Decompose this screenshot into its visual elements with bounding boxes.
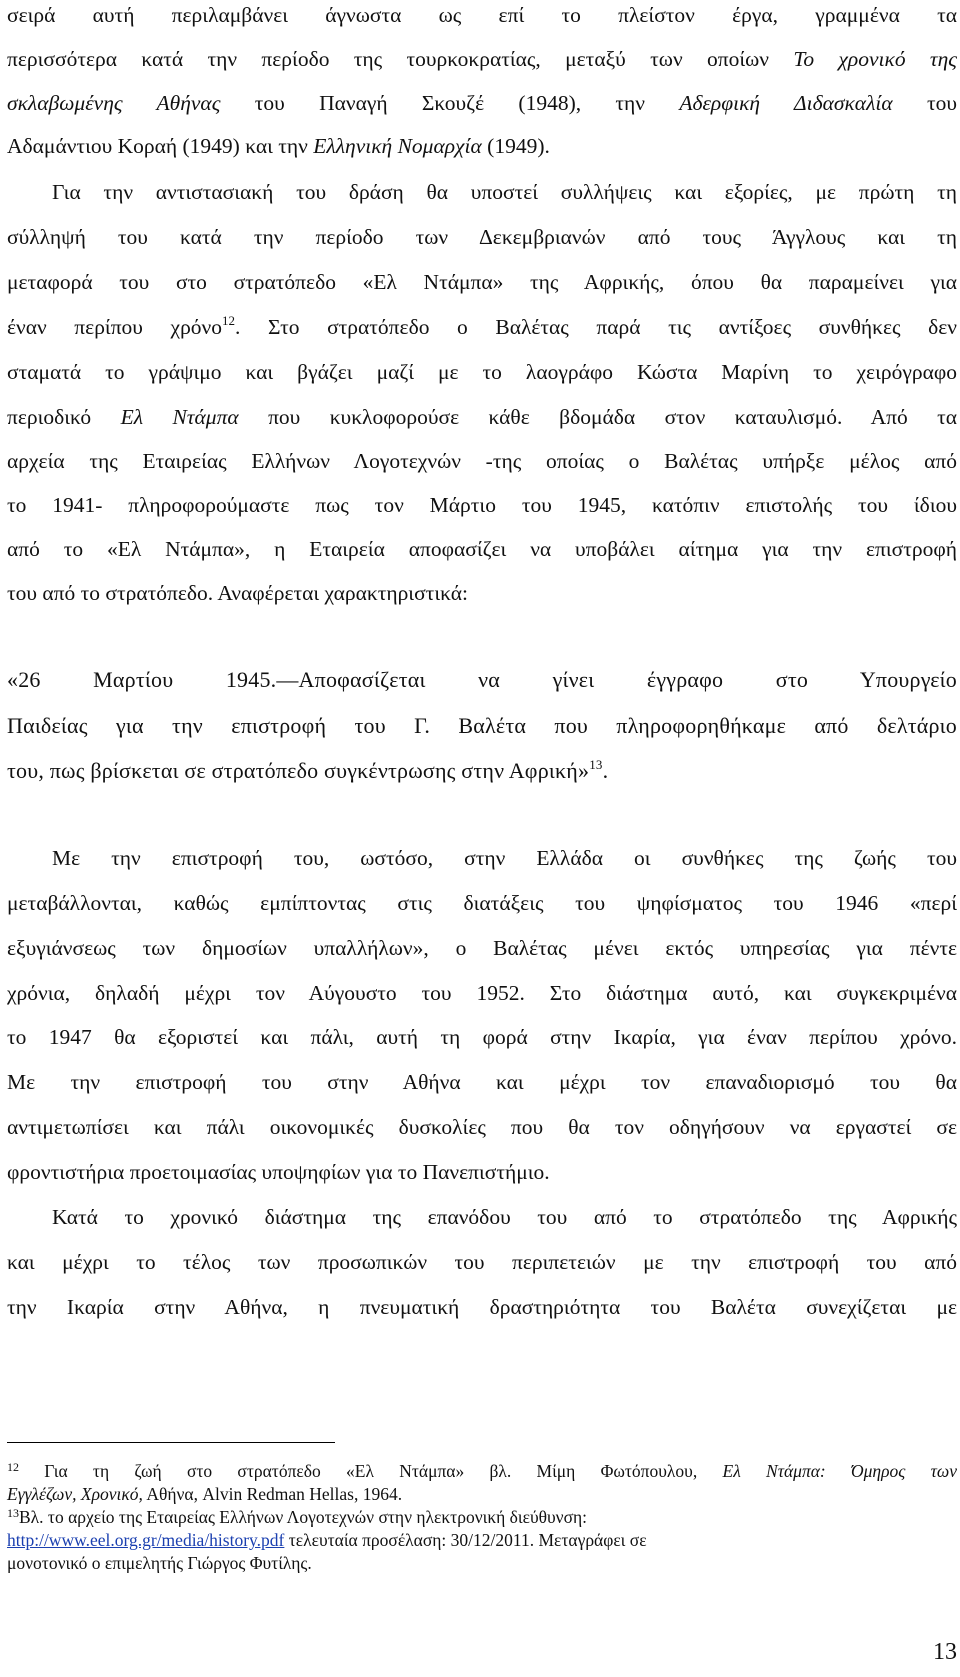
text-line: σειρά αυτή περιλαμβάνει άγνωστα ως επί το πλείστον έργα, γραμμένα τα xyxy=(7,3,957,27)
text-line: έναν περίπου χρόνο$^{12}$. Στο στρατόπεδο ο Βαλέτας παρά τις αντίξοες συνθήκες δεν xyxy=(7,313,957,339)
quote-line: «26 Μαρτίου 1945.—Αποφασίζεται να γίνει έγγραφο στο Υπουργείο xyxy=(7,667,957,692)
text-line: το 1941- πληροφορούμαστε πως τον Μάρτιο του 1945, κατόπιν επιστολής του ίδιου xyxy=(7,493,957,517)
book-title: Ελληνική Νομαρχία xyxy=(313,134,482,158)
text-line: από το «Ελ Ντάμπα», η Εταιρεία αποφασίζει να υποβάλει αίτημα για την επιστροφή xyxy=(7,537,957,561)
text-line: μεταφορά του στο στρατόπεδο «Ελ Ντάμπα» της Αφρικής, όπου θα παραμείνει για xyxy=(7,270,957,294)
footnote-ref-12[interactable]: 12 xyxy=(222,313,236,328)
footnote-12-line: $^{12}$ Για τη ζωή στο στρατόπεδο «Ελ Ντάμπα» βλ. Μίμη Φωτόπουλου, Ελ Ντάμπα: Όμηρος των xyxy=(7,1460,958,1481)
book-title: Αδερφική Διδασκαλία xyxy=(679,91,893,115)
footnote-separator xyxy=(7,1442,335,1443)
book-title: σκλαβωμένης Αθήνας xyxy=(7,91,221,115)
text-line: σκλαβωμένης Αθήνας του Παναγή Σκουζέ (1948), την Αδερφική Διδασκαλία του xyxy=(7,91,958,115)
footnote-13-line: http://www.eel.org.gr/media/history.pdf τελευταία προσέλαση: 30/12/2011. Μεταγράφει σε xyxy=(7,1530,647,1550)
page-number: 13 xyxy=(933,1639,957,1665)
quote-line: του, πως βρίσκεται σε στρατόπεδο συγκέντρωσης στην Αφρική»$^{13}$. xyxy=(7,757,609,783)
footnote-13-line: μονοτονικό ο επιμελητής Γιώργος Φυτίλης. xyxy=(7,1553,312,1573)
text-line: αντιμετωπίσει και πάλι οικονομικές δυσκολίες που θα τον οδηγήσουν να εργαστεί σε xyxy=(7,1115,957,1139)
text-line: αρχεία της Εταιρείας Ελλήνων Λογοτεχνών -της οποίας ο Βαλέτας υπήρξε μέλος από xyxy=(7,449,957,473)
text-line: σύλληψή του κατά την περίοδο των Δεκεμβριανών από τους Άγγλους και τη xyxy=(7,225,957,249)
text-line: μεταβάλλονται, καθώς εμπίπτοντας στις διατάξεις του ψηφίσματος του 1946 «περί xyxy=(7,891,957,915)
text-line: χρόνια, δηλαδή μέχρι τον Αύγουστο του 1952. Στο διάστημα αυτό, και συγκεκριμένα xyxy=(7,981,957,1005)
text-line: το 1947 θα εξοριστεί και πάλι, αυτή τη φορά στην Ικαρία, για έναν περίπου χρόνο. xyxy=(7,1025,957,1049)
footnote-number: 13 xyxy=(7,1506,19,1520)
quote-line: Παιδείας για την επιστροφή του Γ. Βαλέτα που πληροφορηθήκαμε από δελτάριο xyxy=(7,713,957,738)
footnote-13-line: $^{13}$Βλ. το αρχείο της Εταιρείας Ελλήνων Λογοτεχνών στην ηλεκτρονική διεύθυνση: xyxy=(7,1506,588,1527)
text-line: φροντιστήρια προετοιμασίας υποψηφίων για το Πανεπιστήμιο. xyxy=(7,1160,550,1184)
text-line: του από το στρατόπεδο. Αναφέρεται χαρακτηριστικά: xyxy=(7,581,468,605)
text-line: Αδαμάντιου Κοραή (1949) και την Ελληνική Νομαρχία (1949). xyxy=(7,134,550,158)
text-line: Με την επιστροφή του, ωστόσο, στην Ελλάδα οι συνθήκες της ζωής του xyxy=(52,846,957,870)
text-line: Κατά το χρονικό διάστημα της επανόδου του από το στρατόπεδο της Αφρικής xyxy=(52,1205,957,1229)
periodical-title: Ελ Ντάμπα xyxy=(120,405,239,429)
text-line: σταματά το γράψιμο και βγάζει μαζί με το λαογράφο Κώστα Μαρίνη το χειρόγραφο xyxy=(7,360,957,384)
text-line: εξυγιάνσεως των δημοσίων υπαλλήλων», ο Βαλέτας μένει εκτός υπηρεσίας για πέντε xyxy=(7,936,957,960)
text-line: και μέχρι το τέλος των προσωπικών του περιπετειών με την επιστροφή του από xyxy=(7,1250,957,1274)
footnote-number: 12 xyxy=(7,1460,19,1474)
history-pdf-link[interactable]: http://www.eel.org.gr/media/history.pdf xyxy=(7,1530,285,1550)
text-line: Για την αντιστασιακή του δράση θα υποστεί συλλήψεις και εξορίες, με πρώτη τη xyxy=(52,180,957,204)
text-line: περιοδικό Ελ Ντάμπα που κυκλοφορούσε κάθε βδομάδα στον καταυλισμό. Από τα xyxy=(7,405,958,429)
text-line: την Ικαρία στην Αθήνα, η πνευματική δραστηριότητα του Βαλέτα συνεχίζεται με xyxy=(7,1295,957,1319)
footnote-ref-13[interactable]: 13 xyxy=(589,757,603,772)
text-line: Με την επιστροφή του στην Αθήνα και μέχρι τον επαναδιορισμό του θα xyxy=(7,1070,957,1094)
book-title: Το χρονικό της xyxy=(793,47,958,71)
text-line: περισσότερα κατά την περίοδο της τουρκοκρατίας, μεταξύ των οποίων Το χρονικό της xyxy=(7,47,958,71)
footnote-12-line: Εγγλέζων, Χρονικό, Αθήνα, Alvin Redman Hellas, 1964. xyxy=(7,1484,403,1504)
